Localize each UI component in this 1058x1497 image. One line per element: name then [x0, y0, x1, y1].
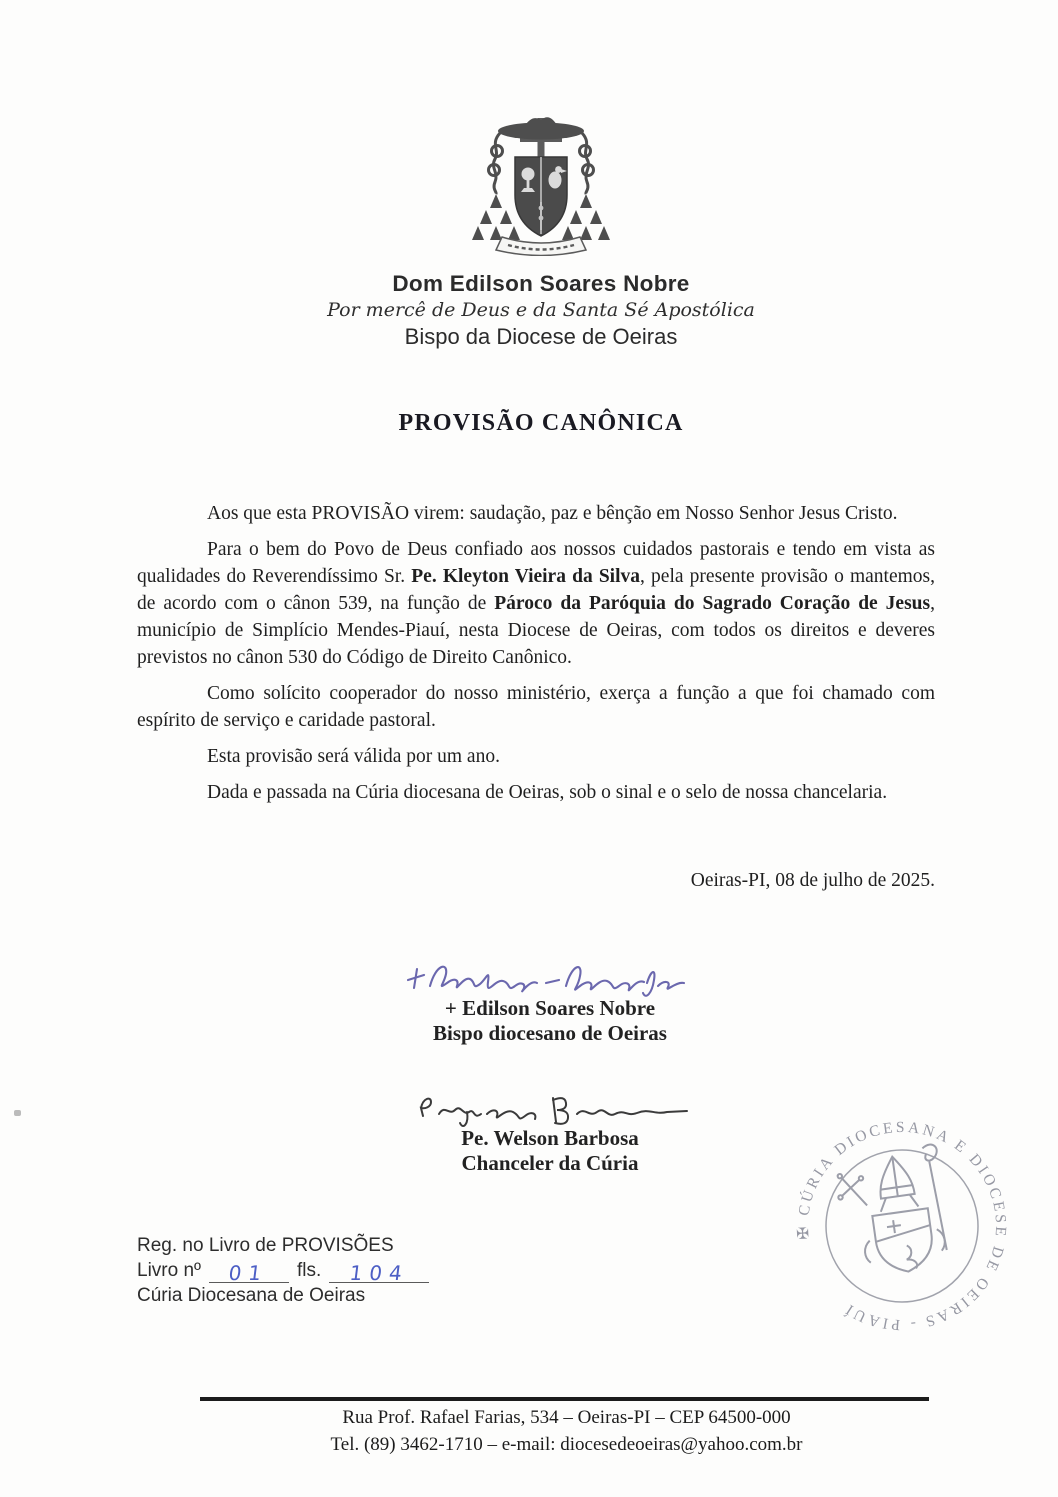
- registry-book-number-field: [209, 1258, 289, 1283]
- registry-sheet-label: fls.: [296, 1260, 322, 1281]
- text-segment: , município de Simplício Mendes-Piauí, nesta Diocese de Oeiras, com todos os direitos e deveres previstos no cânon 530 do Código de Direito Canônico.: [137, 593, 935, 668]
- bishop-signature-role: Bispo diocesano de Oeiras: [433, 1021, 667, 1045]
- text-segment: Como solícito cooperador do nosso ministério, exerça a função a que foi chamado com espírito de serviço e caridade pastoral.: [137, 683, 935, 731]
- text-segment: , pela presente provisão o mantemos, de acordo com o cânon 539, na função de: [137, 566, 935, 614]
- chancellor-signature-name: Pe. Welson Barbosa: [461, 1126, 639, 1150]
- registry-line2: [137, 1258, 429, 1283]
- body-paragraph: [137, 743, 935, 770]
- registry-book-label: Livro nº: [137, 1260, 201, 1281]
- registry-block: [137, 1233, 429, 1308]
- bishop-handwritten-signature: [42, 950, 1058, 1002]
- body-paragraph: [137, 500, 935, 527]
- registry-line3: Cúria Diocesana de Oeiras: [137, 1285, 366, 1306]
- grace-motto: Por mercê de Deus e da Santa Sé Apostólica: [327, 299, 755, 321]
- footer-contact: Tel. (89) 3462-1710 – e-mail: diocesedeoeiras@yahoo.com.br: [330, 1434, 803, 1455]
- stamp-bishop-emblem: [823, 1144, 953, 1281]
- letterhead: [24, 106, 1058, 350]
- document-title: PROVISÃO CANÔNICA: [398, 410, 684, 436]
- footer: [75, 1404, 1058, 1458]
- text-segment: Esta provisão será válida por um ano.: [207, 746, 500, 767]
- bishop-signature-block: [42, 950, 1058, 1046]
- registry-sheet-number-field: [329, 1258, 429, 1283]
- bishop-signature-name: + Edilson Soares Nobre: [444, 996, 656, 1020]
- text-segment: Para o bem do Povo de Deus confiado aos nossos cuidados pastorais e tendo em vista as qualidades do Reverendíssimo Sr.: [137, 539, 935, 587]
- document-body: [137, 500, 935, 815]
- registry-line1: Reg. no Livro de PROVISÕES: [137, 1235, 394, 1256]
- body-paragraph: [137, 680, 935, 734]
- svg-text:✠ CÚRIA DIOCESANA E DIOCESE DE: [792, 1116, 1013, 1337]
- episcopal-coat-of-arms-icon: [466, 106, 616, 256]
- registry-sheet-number: 104: [347, 1261, 411, 1285]
- footer-divider: [200, 1397, 929, 1401]
- bishop-name: Dom Edilson Soares Nobre: [392, 271, 690, 296]
- text-segment: Aos que esta PROVISÃO virem: saudação, paz e bênção em Nosso Senhor Jesus Cristo.: [207, 503, 898, 524]
- scan-artifact: [14, 1110, 21, 1116]
- text-segment: Pároco da Paróquia do Sagrado Coração de Jesus: [494, 593, 931, 614]
- diocese-seal-stamp-icon: [792, 1116, 1013, 1337]
- text-segment: Pe. Kleyton Vieira da Silva: [411, 566, 641, 587]
- registry-book-number: 01: [227, 1261, 270, 1285]
- bishop-role: Bispo da Diocese de Oeiras: [404, 324, 678, 349]
- chancellor-signature-role: Chanceler da Cúria: [461, 1151, 639, 1175]
- text-segment: Dada e passada na Cúria diocesana de Oeiras, sob o sinal e o selo de nossa chancelaria.: [207, 782, 888, 803]
- footer-address: Rua Prof. Rafael Farias, 534 – Oeiras-PI – CEP 64500-000: [342, 1407, 791, 1428]
- body-paragraph: [137, 536, 935, 671]
- stamp-ring-text: ✠ CÚRIA DIOCESANA E DIOCESE DE OEIRAS - PIAUÍ: [794, 1118, 1010, 1334]
- date-place-line: Oeiras-PI, 08 de julho de 2025.: [690, 870, 935, 891]
- body-paragraph: [137, 779, 935, 806]
